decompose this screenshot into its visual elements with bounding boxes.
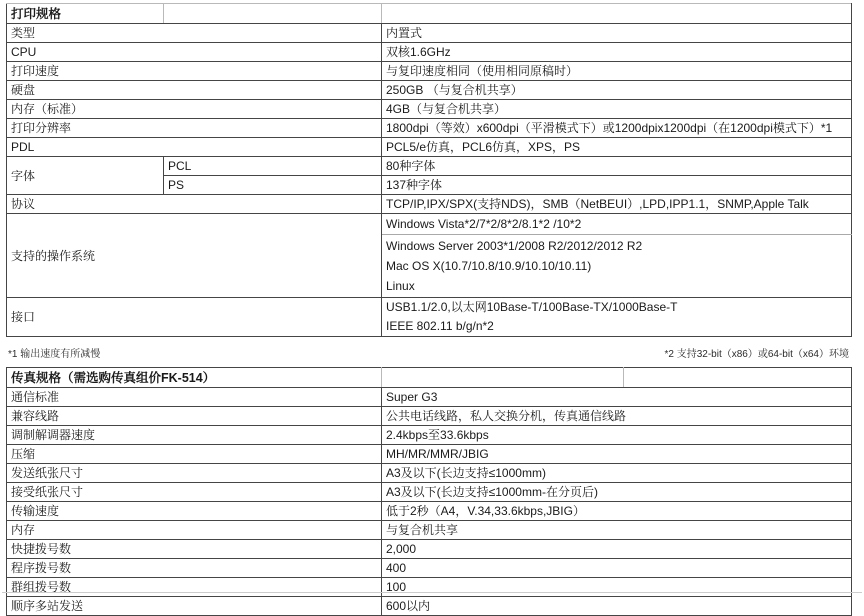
footnote-1: *1 输出速度有所减慢 <box>8 348 101 360</box>
spec-label: 协议 <box>7 195 382 214</box>
spec-value <box>382 298 852 337</box>
fax-section-title: 传真规格（需选购传真组价FK-514） <box>7 368 382 388</box>
table-row <box>7 43 852 62</box>
fax-spec-table <box>6 367 852 616</box>
spec-label: 兼容线路 <box>7 407 382 426</box>
table-row <box>7 298 852 337</box>
spec-label: 顺序多站发送 <box>7 597 382 616</box>
spec-label: 接受纸张尺寸 <box>7 483 382 502</box>
spec-value: 4GB（与复合机共享） <box>382 100 852 119</box>
spec-value: 2,000 <box>382 540 852 559</box>
table-row <box>7 502 852 521</box>
table-row <box>7 195 852 214</box>
spec-value: 公共电话线路，私人交换分机，传真通信线路 <box>382 407 852 426</box>
spec-label: 传输速度 <box>7 502 382 521</box>
spec-value: 250GB （与复合机共享） <box>382 81 852 100</box>
print-section-header-empty-cell <box>164 4 382 24</box>
spec-label: 内存（标准） <box>7 100 382 119</box>
spec-label: 打印分辨率 <box>7 119 382 138</box>
print-spec-table <box>6 3 852 337</box>
spec-label: 硬盘 <box>7 81 382 100</box>
table-row <box>7 597 852 616</box>
table-row <box>7 24 852 43</box>
spec-label: 调制解调器速度 <box>7 426 382 445</box>
table-row <box>7 540 852 559</box>
table-row <box>7 483 852 502</box>
os-line: Windows Server 2003*1/2008 R2/2012/2012 R2 <box>386 239 643 253</box>
spec-sheet-page <box>0 3 864 613</box>
spec-label: 内存 <box>7 521 382 540</box>
spec-sublabel: PCL <box>164 157 382 176</box>
spec-label: 程序拨号数 <box>7 559 382 578</box>
fax-section-header-empty-cell <box>382 368 624 388</box>
table-row <box>7 464 852 483</box>
spec-value: A3及以下(长边支持≤1000mm) <box>382 464 852 483</box>
spec-label: 字体 <box>7 157 164 195</box>
table-row <box>7 62 852 81</box>
print-section-header-empty-cell <box>382 4 852 24</box>
spec-value: 低于2秒（A4，V.34,33.6kbps,JBIG） <box>382 502 852 521</box>
interface-line: IEEE 802.11 b/g/n*2 <box>386 319 494 333</box>
spec-value: 与复合机共享 <box>382 521 852 540</box>
table-row <box>7 388 852 407</box>
spec-label: 发送纸张尺寸 <box>7 464 382 483</box>
spec-value: 1800dpi（等效）x600dpi（平滑模式下）或1200dpix1200dpi（在1200dpi模式下）*1 <box>382 119 852 138</box>
interface-line: USB1.1/2.0,以太网10Base-T/100Base-TX/1000Base-T <box>386 300 678 314</box>
spec-value: A3及以下(长边支持≤1000mm-在分页后) <box>382 483 852 502</box>
next-section-top-border <box>2 592 862 593</box>
spec-value: 内置式 <box>382 24 852 43</box>
spec-value: MH/MR/MMR/JBIG <box>382 445 852 464</box>
table-row <box>7 426 852 445</box>
print-section-title: 打印规格 <box>7 4 164 24</box>
spec-value: 400 <box>382 559 852 578</box>
spec-value: 100 <box>382 578 852 597</box>
spec-label: PDL <box>7 138 382 157</box>
spec-value: 2.4kbps至33.6kbps <box>382 426 852 445</box>
spec-label: 打印速度 <box>7 62 382 81</box>
table-row <box>7 578 852 597</box>
spec-label: CPU <box>7 43 382 62</box>
table-row <box>7 81 852 100</box>
fax-section-header-row <box>7 368 852 388</box>
spec-label: 类型 <box>7 24 382 43</box>
print-section-header-row <box>7 4 852 24</box>
table-row <box>7 445 852 464</box>
table-row <box>7 157 852 176</box>
table-row <box>7 138 852 157</box>
spec-sublabel: PS <box>164 176 382 195</box>
footnote-2: *2 支持32-bit（x86）或64-bit（x64）环境 <box>664 348 849 360</box>
table-row <box>7 214 852 235</box>
table-row <box>7 119 852 138</box>
spec-value: PCL5/e仿真，PCL6仿真，XPS，PS <box>382 138 852 157</box>
footnotes-bar <box>6 337 851 367</box>
spec-label: 群组拨号数 <box>7 578 382 597</box>
spec-label: 压缩 <box>7 445 382 464</box>
table-row <box>7 407 852 426</box>
fax-section-header-empty-cell <box>624 368 852 388</box>
spec-value <box>382 235 852 298</box>
spec-value: Super G3 <box>382 388 852 407</box>
spec-value: TCP/IP,IPX/SPX(支持NDS)，SMB（NetBEUI）,LPD,IPP1.1，SNMP,Apple Talk <box>382 195 852 214</box>
spec-value: 80种字体 <box>382 157 852 176</box>
spec-value: 600以内 <box>382 597 852 616</box>
spec-value: 137种字体 <box>382 176 852 195</box>
spec-label: 通信标准 <box>7 388 382 407</box>
spec-label: 快捷拨号数 <box>7 540 382 559</box>
spec-value: 与复印速度相同（使用相同原稿时） <box>382 62 852 81</box>
spec-label: 接口 <box>7 298 382 337</box>
table-row <box>7 521 852 540</box>
table-row <box>7 100 852 119</box>
spec-value: Windows Vista*2/7*2/8*2/8.1*2 /10*2 <box>382 214 852 235</box>
spec-label: 支持的操作系统 <box>7 214 382 298</box>
os-line: Mac OS X(10.7/10.8/10.9/10.10/10.11) <box>386 259 592 273</box>
table-row <box>7 559 852 578</box>
os-line: Linux <box>386 279 415 293</box>
spec-value: 双核1.6GHz <box>382 43 852 62</box>
